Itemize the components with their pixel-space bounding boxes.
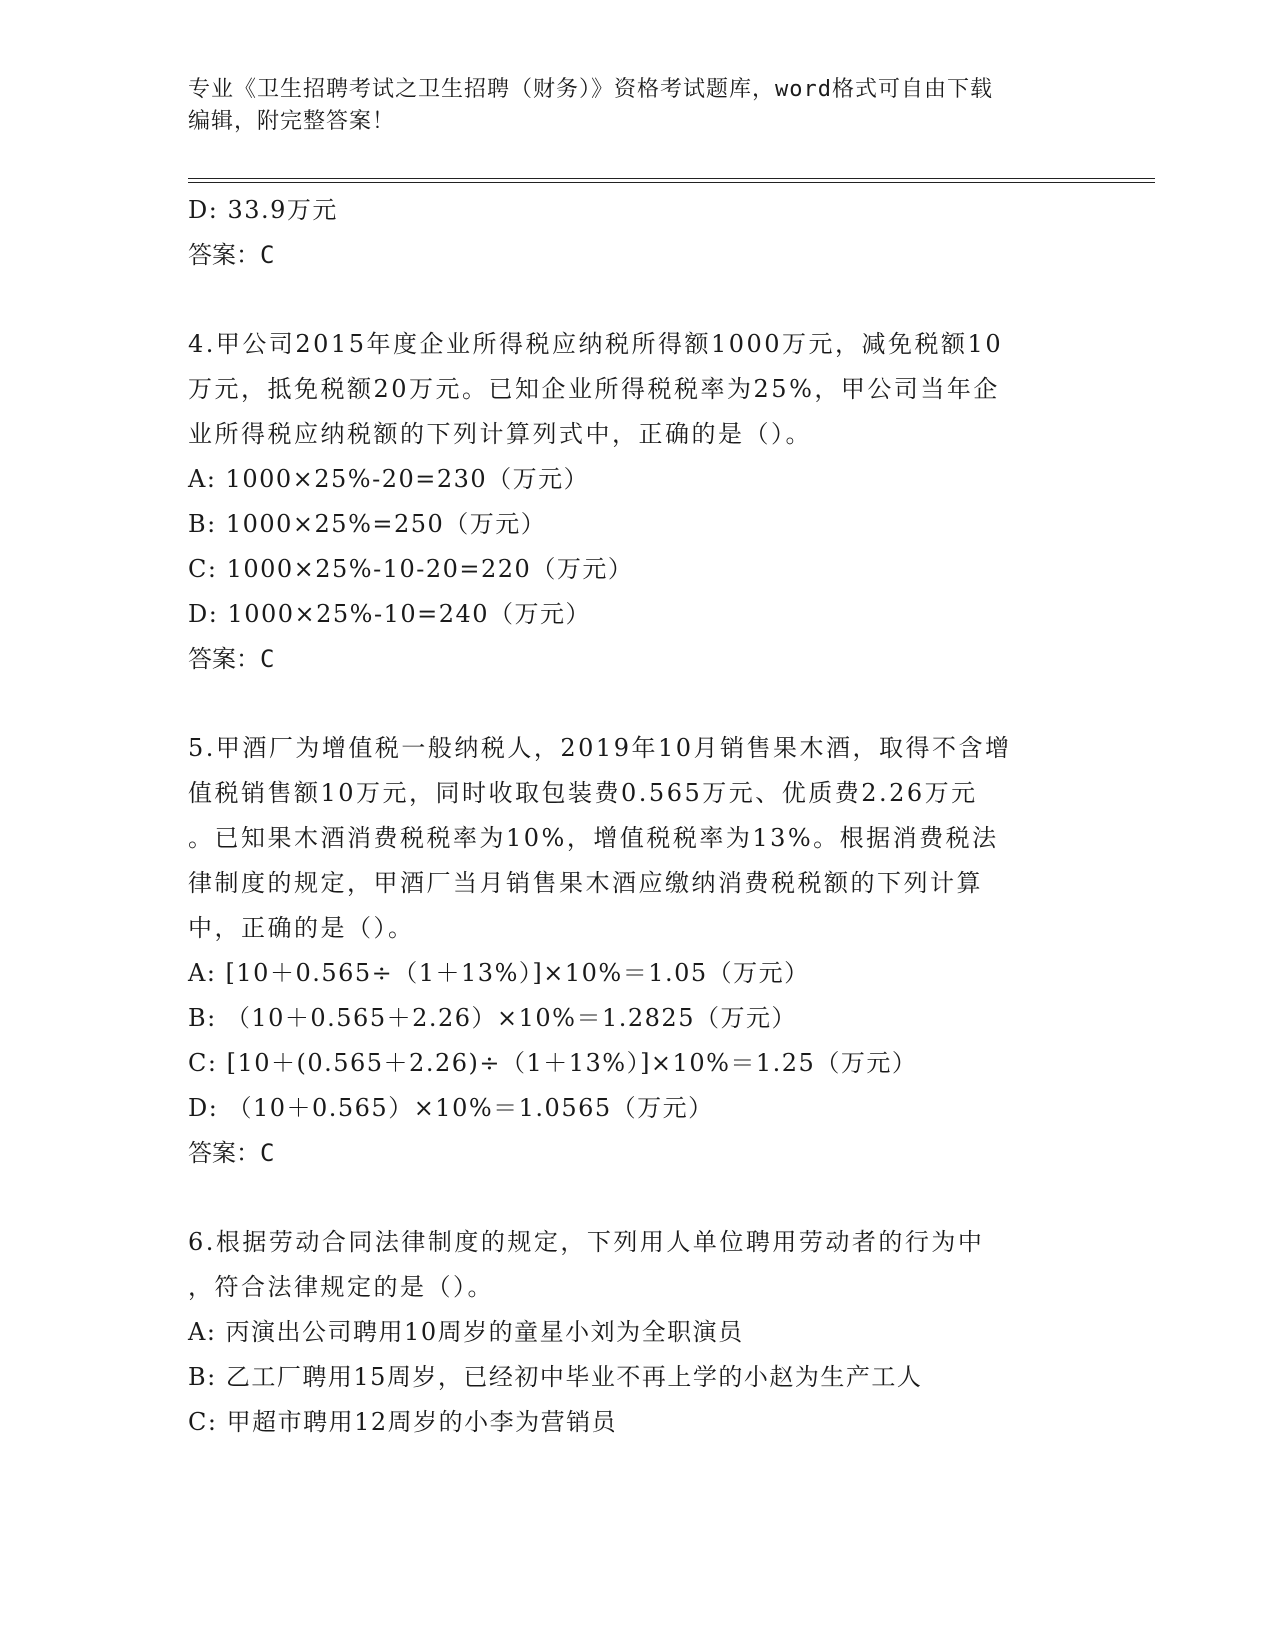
option-a: A: 丙演出公司聘用10周岁的童星小刘为全职演员 [188,1318,744,1346]
question-text-line: 。已知果木酒消费税税率为10%，增值税税率为13%。根据消费税法 [188,824,999,852]
option-d: D: 1000×25%-10=240（万元） [188,600,592,628]
answer-label: 答案：C [188,645,275,673]
header-line-2: 编辑，附完整答案！ [188,109,396,134]
question-text-line: 4.甲公司2015年度企业所得税应纳税所得额1000万元，减免税额10 [188,330,1004,358]
question-content [188,188,1088,1445]
question-text-line: ，符合法律规定的是（）。 [188,1273,494,1301]
question-text-line: 5.甲酒厂为增值税一般纳税人，2019年10月销售果木酒，取得不含增 [188,734,1012,762]
question-3-tail [188,188,1088,278]
option-c: C: 1000×25%-10-20=220（万元） [188,555,634,583]
question-text-line: 业所得税应纳税额的下列计算列式中，正确的是（）。 [188,420,812,448]
option-d: D: （10＋0.565）×10%＝1.0565（万元） [188,1094,714,1122]
question-text-line: 值税销售额10万元，同时收取包装费0.565万元、优质费2.26万元 [188,779,978,807]
question-text-line: 万元，抵免税额20万元。已知企业所得税税率为25%，甲公司当年企 [188,375,1000,403]
option-a: A: [10＋0.565÷（1＋13%）]×10%＝1.05（万元） [188,959,810,987]
option-b: B: 1000×25%=250（万元） [188,510,547,538]
option-b: B: （10＋0.565＋2.26）×10%＝1.2825（万元） [188,1004,797,1032]
answer-label: 答案：C [188,241,275,269]
page-header [188,74,1088,138]
spacer [188,1176,1088,1220]
option-b: B: 乙工厂聘用15周岁，已经初中毕业不再上学的小赵为生产工人 [188,1363,923,1391]
question-text-line: 6.根据劳动合同法律制度的规定，下列用人单位聘用劳动者的行为中 [188,1228,985,1256]
answer-label: 答案：C [188,1139,275,1167]
option-a: A: 1000×25%-20=230（万元） [188,465,590,493]
spacer [188,682,1088,726]
question-5 [188,726,1088,1176]
question-4 [188,322,1088,682]
question-6 [188,1220,1088,1445]
question-text-line: 律制度的规定，甲酒厂当月销售果木酒应缴纳消费税税额的下列计算 [188,869,983,897]
spacer [188,278,1088,322]
question-text-line: 中，正确的是（）。 [188,914,415,942]
option-d: D: 33.9万元 [188,196,338,224]
header-divider-top [188,178,1155,179]
option-c: C: [10＋(0.565＋2.26)÷（1＋13%）]×10%＝1.25（万元） [188,1049,918,1077]
header-divider-bottom [188,182,1155,183]
option-c: C: 甲超市聘用12周岁的小李为营销员 [188,1408,618,1436]
header-line-1: 专业《卫生招聘考试之卫生招聘（财务）》资格考试题库，word格式可自由下载 [188,77,993,102]
